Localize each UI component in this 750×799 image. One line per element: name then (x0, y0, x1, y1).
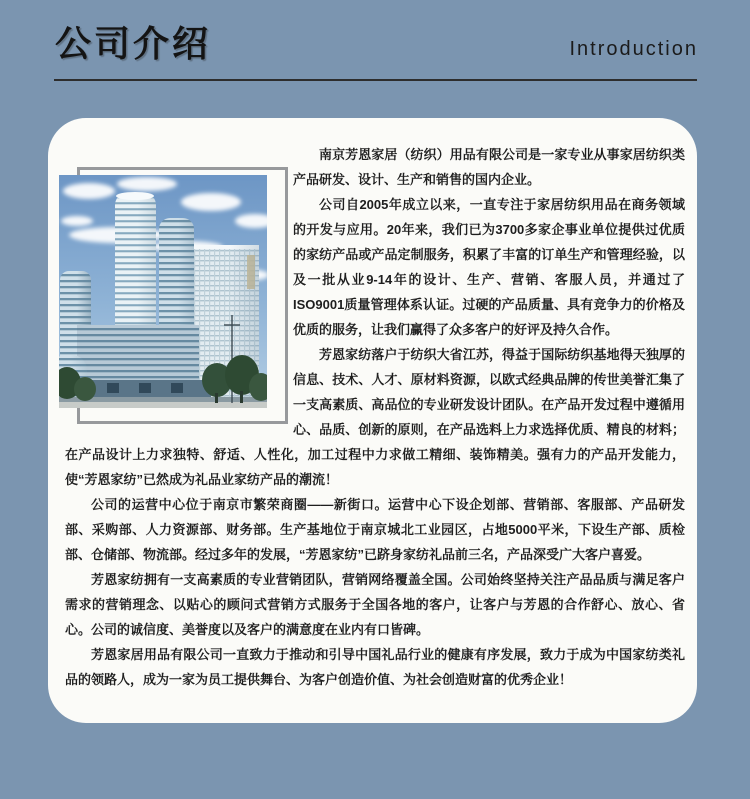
intro-paragraph-4: 公司的运营中心位于南京市繁荣商圈——新街口。运营中心下设企划部、营销部、客服部、产品研发部、采购部、人力资源部、财务部。生产基地位于南京城北工业园区，占地5000平米，下设生产部、质检部、仓储部、物流部。经过多年的发展，“芳恩家纺”已跻身家纺礼品前三名，产品深受广大客户喜爱。 (65, 497, 685, 562)
intro-paragraph-3: 芳恩家纺落户于纺织大省江苏，得益于国际纺织基地得天独厚的信息、技术、人才、原材料资源，以欧式经典品牌的传世美誉汇集了一支高素质、高品位的专业研发设计团队。在产品开发过程中遵循用心、品质、创新的原则，在产品选料上力求选择优质、精良的材料；在产品设计上力求独特、舒适、人性化，加工过程中力求做工精细、装饰精美。强有力的产品开发能力，使“芳恩家纺”已然成为礼品业家纺产品的潮流！ (65, 347, 685, 487)
page-title: 公司介绍 (55, 23, 212, 64)
intro-paragraph-5: 芳恩家纺拥有一支高素质的专业营销团队，营销网络覆盖全国。公司始终坚持关注产品品质与满足客户需求的营销理念、以贴心的顾问式营销方式服务于全国各地的客户，让客户与芳恩的合作舒心、放心、省心。公司的诚信度、美誉度以及客户的满意度在业内有口皆碑。 (65, 572, 685, 637)
header-divider (54, 79, 697, 81)
intro-paragraph-6: 芳恩家居用品有限公司一直致力于推动和引导中国礼品行业的健康有序发展，致力于成为中国家纺类礼品的领路人，成为一家为员工提供舞台、为客户创造价值、为社会创造财富的优秀企业！ (65, 647, 685, 687)
intro-paragraph-1: 南京芳恩家居（纺织）用品有限公司是一家专业从事家居纺织类产品研发、设计、生产和销售的国内企业。 (293, 147, 685, 187)
photo-text-wrap-spacer (65, 142, 293, 442)
intro-text (65, 142, 685, 692)
page-title-en: Introduction (569, 38, 698, 60)
intro-card (48, 118, 697, 723)
intro-paragraph-2: 公司自2005年成立以来，一直专注于家居纺织用品在商务领域的开发与应用。20年来，我们已为3700多家企事业单位提供过优质的家纺产品或产品定制服务，积累了丰富的订单生产和管理经验，以及一批从业9-14年的设计、生产、营销、客服人员，并通过了ISO9001质量管理体系认证。过硬的产品质量、具有竞争力的价格及优质的服务，让我们赢得了众多客户的好评及持久合作。 (293, 197, 685, 337)
